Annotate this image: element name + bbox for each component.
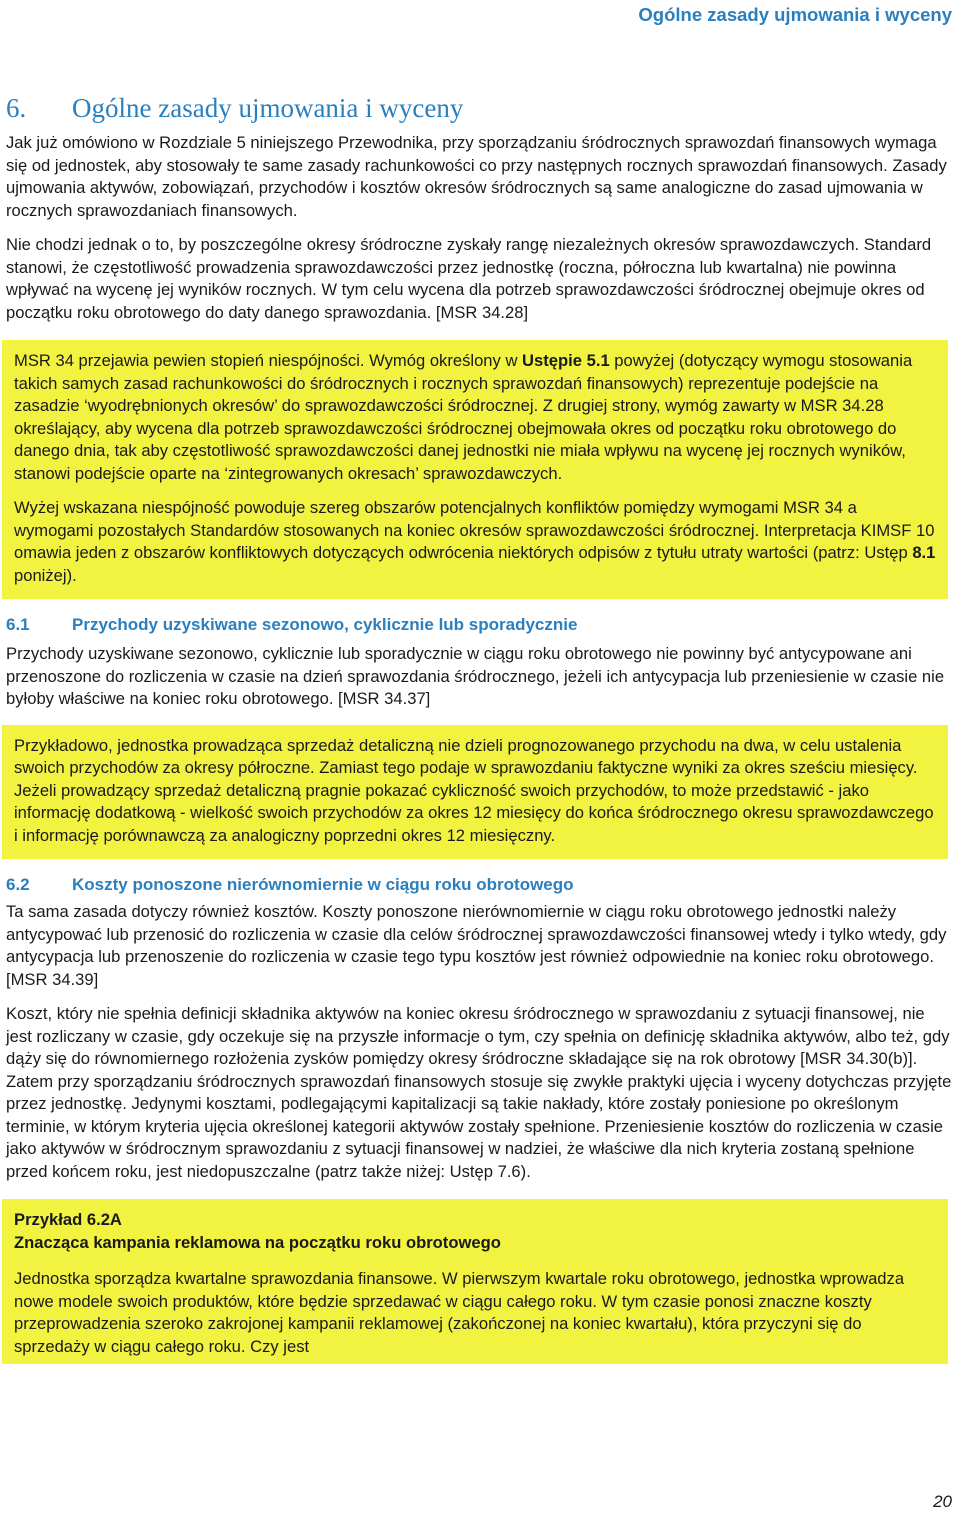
chapter-number: 6. (6, 93, 27, 123)
section-6-1-paragraph: Przychody uzyskiwane sezonowo, cyklicznie lub sporadycznie w ciągu roku obrotowego nie powinny być antycypowane ani przenoszone do rozliczenia w czasie na dzień sprawozdania śródrocznego, jeżeli ich antycypacja lub przeniesienie w czasie nie byłoby właściwe na koniec roku obrotowego. [MSR 34.37] (6, 644, 945, 708)
paragraph-reference: Ustępie 5.1 (522, 351, 610, 370)
example-text: Jednostka sporządza kwartalne sprawozdania finansowe. W pierwszym kwartale roku obrotowego, jednostka wprowadza nowe modele swoich produktów, które będzie sprzedawać w ciągu całego roku. W tym czasie ponosi znaczne koszty przeprowadzenia szeroko zakrojonej kampanii reklamowej (zakończonej na koniec kwartału), która przyczyni się do sprzedaży w ciągu całego roku. Czy jest (14, 1269, 905, 1356)
example-title: Znacząca kampania reklamowa na początku roku obrotowego (14, 1232, 501, 1252)
section-6-2-paragraph-2: Koszt, który nie spełnia definicji składnika aktywów na koniec okresu śródrocznego w sprawozdaniu z sytuacji finansowej, nie jest rozliczany w czasie, gdy oczekuje się na przyszłe informacje o tym, czy spełnia on definicję składnika aktywów, albo też, gdy dąży się do równomiernego rozłożenia zysków pomiędzy okresy śródroczne składające się na rok obrotowy [MSR 34.30(b)]. Zatem przy sporządzaniu śródrocznych sprawozdań finansowych stosuje się zwykłe praktyki ujęcia i wyceny dotychczas przyjęte przez jednostkę. Jedynymi kosztami, podlegającymi kapitalizacji są takie nakłady, które zostały poniesione po określonym terminie, w którym kryteria ujęcia określonej kategorii aktywów zostały spełnione. Przeniesienie kosztów do rozliczenia w czasie jako aktywów w śródrocznym sprawozdaniu z sytuacji finansowej w nadziei, że właściwe dla nich kryteria zostaną spełnione przed końcem roku, jest niedopuszczalne (patrz także niżej: Ustęp 7.6). (6, 1004, 952, 1181)
highlight-box-inconsistency (2, 340, 948, 599)
page-number: 20 (933, 1492, 952, 1511)
chapter-heading (6, 92, 954, 124)
box-paragraph-1: MSR 34 przejawia pewien stopień niespójności. Wymóg określony w Ustępie 5.1 powyżej (dotyczący wymogu stosowania takich samych zasad rachunkowości do śródrocznych i rocznych sprawozdań finansowych) reprezentuje podejście na zasadzie ‘wyodrębnionych okresów’ do sprawozdawczości śródrocznej. Z drugiej strony, wymóg zawarty w MSR 34.28 określający, aby wycena dla potrzeb sprawozdawczości śródrocznej obejmowała okres od początku roku obrotowego do danego dnia, tak aby częstotliwość sprawozdawczości danej jednostki nie miała wpływu na wycenę jej rocznych wyników, stanowi podejście oparte na ‘zintegrowanych okresach’ sprawozdawczych. (14, 351, 913, 483)
paragraph-reference: 8.1 (912, 543, 936, 562)
page-content (6, 92, 954, 1364)
intro-paragraph-2: Nie chodzi jednak o to, by poszczególne okresy śródroczne zyskały rangę niezależnych okresów sprawozdawczych. Standard stanowi, że częstotliwość prowadzenia sprawozdawczości przez jednostkę (roczna, półroczna lub kwartalna) nie powinna wpływać na wycenę jej wyników rocznych. W tym celu wycena dla potrzeb sprawozdawczości śródrocznej obejmuje okres od początku roku obrotowego do daty danego sprawozdania. [MSR 34.28] (6, 235, 932, 322)
running-header: Ogólne zasady ujmowania i wyceny (638, 4, 952, 25)
section-6-2-paragraph-1: Ta sama zasada dotyczy również kosztów. Koszty ponoszone nierównomiernie w ciągu roku obrotowego jednostki należy antycypować lub przenosić do rozliczenia w czasie dla celów śródrocznej sprawozdawczości finansowej wtedy i tylko wtedy, gdy antycypacja lub przenoszenie do rozliczenia w czasie tego typu kosztów jest również odpowiednie na koniec roku obrotowego. [MSR 34.39] (6, 902, 947, 989)
chapter-title: Ogólne zasady ujmowania i wyceny (72, 93, 464, 123)
example-6-2a-box (2, 1199, 948, 1364)
example-label: Przykład 6.2A (14, 1210, 122, 1229)
section-6-2-heading: 6.2 Koszty ponoszone nierównomiernie w ciągu roku obrotowego (6, 875, 574, 894)
box-paragraph-2: Wyżej wskazana niespójność powoduje szereg obszarów potencjalnych konfliktów pomiędzy wymogami MSR 34 a wymogami pozostałych Standardów stosowanych na koniec okresów sprawozdawczości śródrocznej. Interpretacja KIMSF 10 omawia jeden z obszarów konfliktowych dotyczących odwrócenia niektórych odpisów z tytułu utraty wartości (patrz: Ustęp 8.1 poniżej). (14, 498, 936, 585)
intro-paragraph-1: Jak już omówiono w Rozdziale 5 niniejszego Przewodnika, przy sporządzaniu śródrocznych sprawozdań finansowych wymaga się od jednostek, aby stosowały te same zasady rachunkowości co przy następnych rocznych sprawozdań finansowych. Zasady ujmowania aktywów, zobowiązań, przychodów i kosztów okresów śródrocznych są same analogiczne do zasad ujmowania w rocznych sprawozdaniach finansowych. (6, 133, 947, 220)
section-6-1-heading: 6.1 Przychody uzyskiwane sezonowo, cyklicznie lub sporadycznie (6, 615, 578, 634)
highlight-box-example-retail (2, 725, 948, 860)
box-example-text: Przykładowo, jednostka prowadząca sprzedaż detaliczną nie dzieli prognozowanego przychodu na dwa, w celu ustalenia swoich przychodów za okresy półroczne. Zamiast tego podaje w sprawozdaniu faktyczne wyniki za okres sześciu miesięcy. Jeżeli prowadzący sprzedaż detaliczną pragnie pokazać cykliczność swoich przychodów, to może przedstawić - jako informację dodatkową - wielkość swoich przychodów za okres 12 miesięcy do końca śródrocznego okresu sprawozdawczego i informację porównawczą za analogiczny poprzedni okres 12 miesięczny. (14, 735, 934, 845)
